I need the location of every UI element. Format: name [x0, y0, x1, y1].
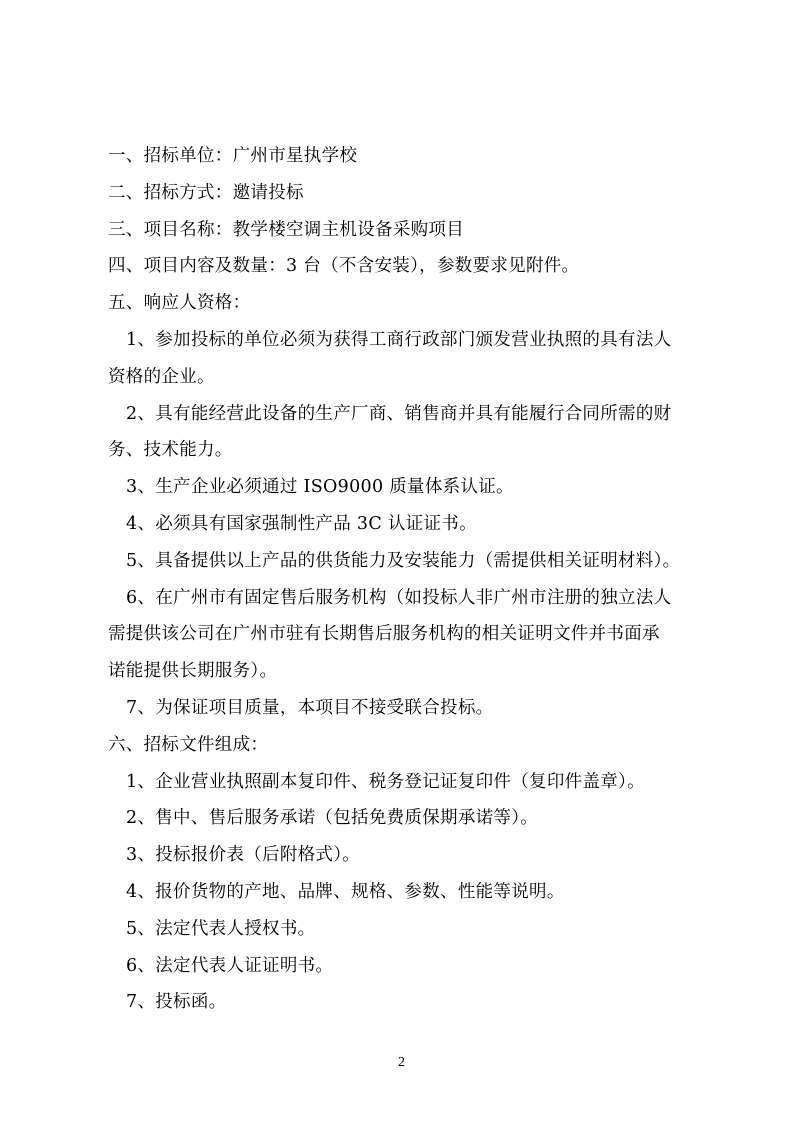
bid-doc-item-4: 4、报价货物的产地、品牌、规格、参数、性能等说明。 [126, 881, 565, 902]
document-body [108, 138, 708, 1021]
section-2-method: 二、招标方式：邀请投标 [108, 182, 304, 203]
qualification-6-line-1: 6、在广州市有固定售后服务机构（如投标人非广州市注册的独立法人 [126, 587, 672, 608]
bid-doc-item-7: 7、投标函。 [126, 992, 227, 1013]
section-3-project-name: 三、项目名称：教学楼空调主机设备采购项目 [108, 219, 464, 240]
page-number: 2 [398, 1055, 405, 1070]
bid-doc-item-5: 5、法定代表人授权书。 [126, 918, 316, 939]
bid-doc-item-1: 1、企业营业执照副本复印件、税务登记证复印件（复印件盖章）。 [126, 771, 645, 792]
qualification-4: 4、必须具有国家强制性产品 3C 认证证书。 [126, 513, 477, 534]
qualification-3: 3、生产企业必须通过 ISO9000 质量体系认证。 [126, 477, 514, 498]
qualification-2-line-1: 2、具有能经营此设备的生产厂商、销售商并具有能履行合同所需的财 [126, 403, 672, 424]
qualification-1-line-2: 资格的企业。 [108, 366, 215, 387]
section-1-bidder: 一、招标单位：广州市星执学校 [108, 146, 358, 166]
section-6-heading: 六、招标文件组成： [108, 734, 269, 755]
qualification-5: 5、具备提供以上产品的供货能力及安装能力（需提供相关证明材料）。 [126, 550, 681, 571]
section-5-heading: 五、响应人资格： [108, 293, 251, 314]
qualification-7: 7、为保证项目质量，本项目不接受联合投标。 [126, 697, 494, 718]
qualification-6-line-3: 诺能提供长期服务）。 [108, 661, 278, 682]
qualification-6-line-2: 需提供该公司在广州市驻有长期售后服务机构的相关证明文件并书面承 [108, 624, 660, 645]
qualification-1-line-1: 1、参加投标的单位必须为获得工商行政部门颁发营业执照的具有法人 [126, 329, 672, 350]
qualification-2-line-2: 务、技术能力。 [108, 440, 233, 461]
bid-doc-item-6: 6、法定代表人证证明书。 [126, 955, 334, 976]
bid-doc-item-2: 2、售中、售后服务承诺（包括免费质保期承诺等）。 [126, 808, 539, 829]
section-4-content-quantity: 四、项目内容及数量：3 台（不含安装），参数要求见附件。 [108, 256, 580, 277]
bid-doc-item-3: 3、投标报价表（后附格式）。 [126, 845, 361, 866]
